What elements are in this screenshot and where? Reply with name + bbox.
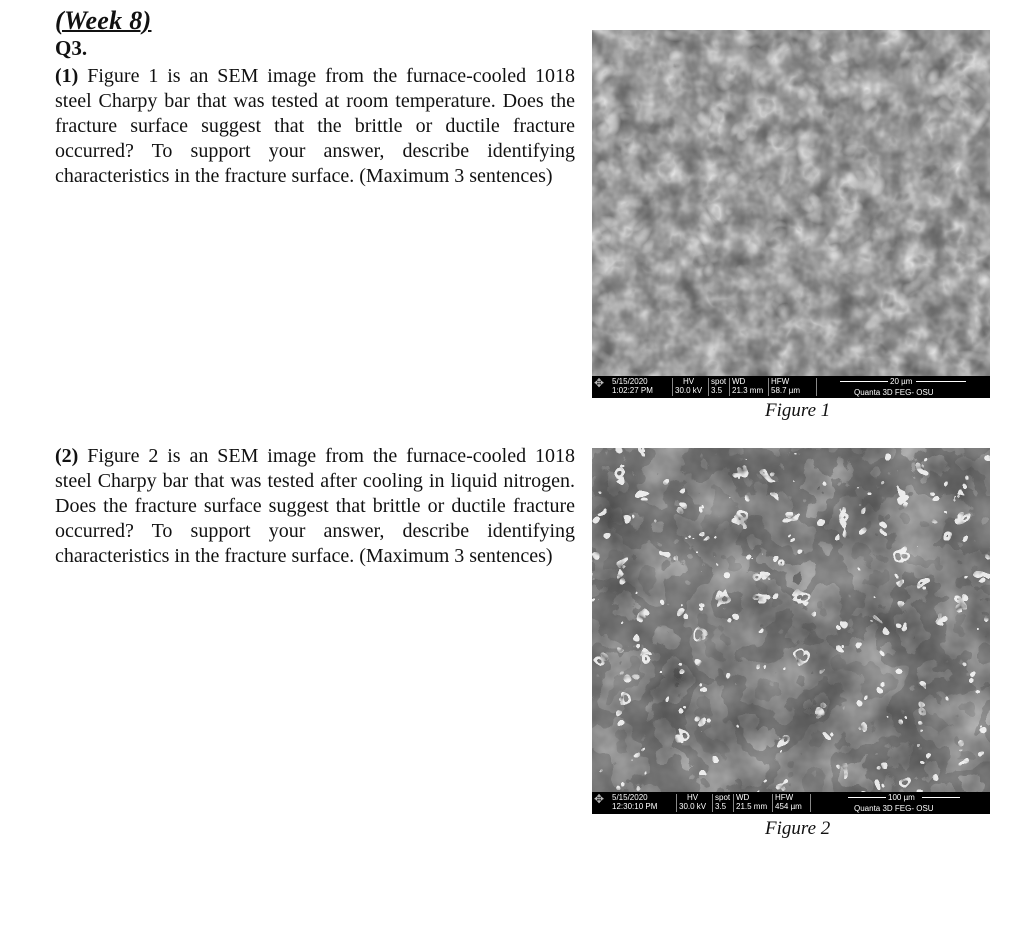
wd-label: WD [732, 377, 746, 386]
wd-value: 21.5 mm [736, 802, 768, 811]
part-1-text: Figure 1 is an SEM image from the furnace-cooled 1018 steel Charpy bar that was tested at room temperature. Does the fracture surface suggest that the brittle or ductile fracture occurred? To support your answer, describe identifying characteristics in the fracture surface. (Maximum 3 sentences) [55, 65, 576, 187]
week-heading: (Week 8) [55, 6, 152, 35]
scale-bar-label: 100 µm [888, 793, 915, 802]
time: 1:02:27 PM [612, 386, 653, 395]
spot-value: 3.5 [711, 386, 723, 395]
sem-logo-icon: ✥ [594, 792, 605, 806]
spot-label: spot [711, 377, 727, 386]
dimple-fracture-texture [592, 30, 990, 376]
hfw-label: HFW [775, 793, 794, 802]
hfw-value: 454 µm [775, 802, 802, 811]
sem-logo-icon: ✥ [594, 376, 605, 390]
sem-info-bar [592, 376, 990, 398]
question-part-2 [55, 444, 575, 569]
scale-bar-label: 20 µm [890, 377, 913, 386]
cleavage-fracture-texture [592, 448, 990, 792]
date: 5/15/2020 [612, 793, 648, 802]
hfw-label: HFW [771, 377, 790, 386]
sem-image-figure-1 [592, 30, 990, 398]
instrument-name: Quanta 3D FEG- OSU [854, 388, 934, 397]
part-2-text: Figure 2 is an SEM image from the furnace-cooled 1018 steel Charpy bar that was tested after cooling in liquid nitrogen. Does the fracture surface suggest that brittle or ductile fracture occurred? To support your answer, describe identifying characteristics in the fracture surface. (Maximum 3 sentences) [55, 445, 576, 567]
hv-label: HV [687, 793, 699, 802]
wd-label: WD [736, 793, 750, 802]
hv-value: 30.0 kV [675, 386, 703, 395]
sem-image-figure-2 [592, 448, 990, 814]
wd-value: 21.3 mm [732, 386, 764, 395]
date: 5/15/2020 [612, 377, 648, 386]
instrument-name: Quanta 3D FEG- OSU [854, 804, 934, 813]
time: 12:30:10 PM [612, 802, 658, 811]
hv-value: 30.0 kV [679, 802, 707, 811]
spot-value: 3.5 [715, 802, 727, 811]
hfw-value: 58.7 µm [771, 386, 801, 395]
question-number: Q3. [55, 36, 88, 60]
question-part-1 [55, 64, 575, 189]
spot-label: spot [715, 793, 731, 802]
hv-label: HV [683, 377, 695, 386]
figure-1-caption: Figure 1 [765, 400, 831, 421]
figure-2-caption: Figure 2 [765, 818, 831, 839]
part-2-label: (2) [55, 445, 79, 467]
sem-info-bar [592, 792, 990, 814]
part-1-label: (1) [55, 65, 79, 87]
